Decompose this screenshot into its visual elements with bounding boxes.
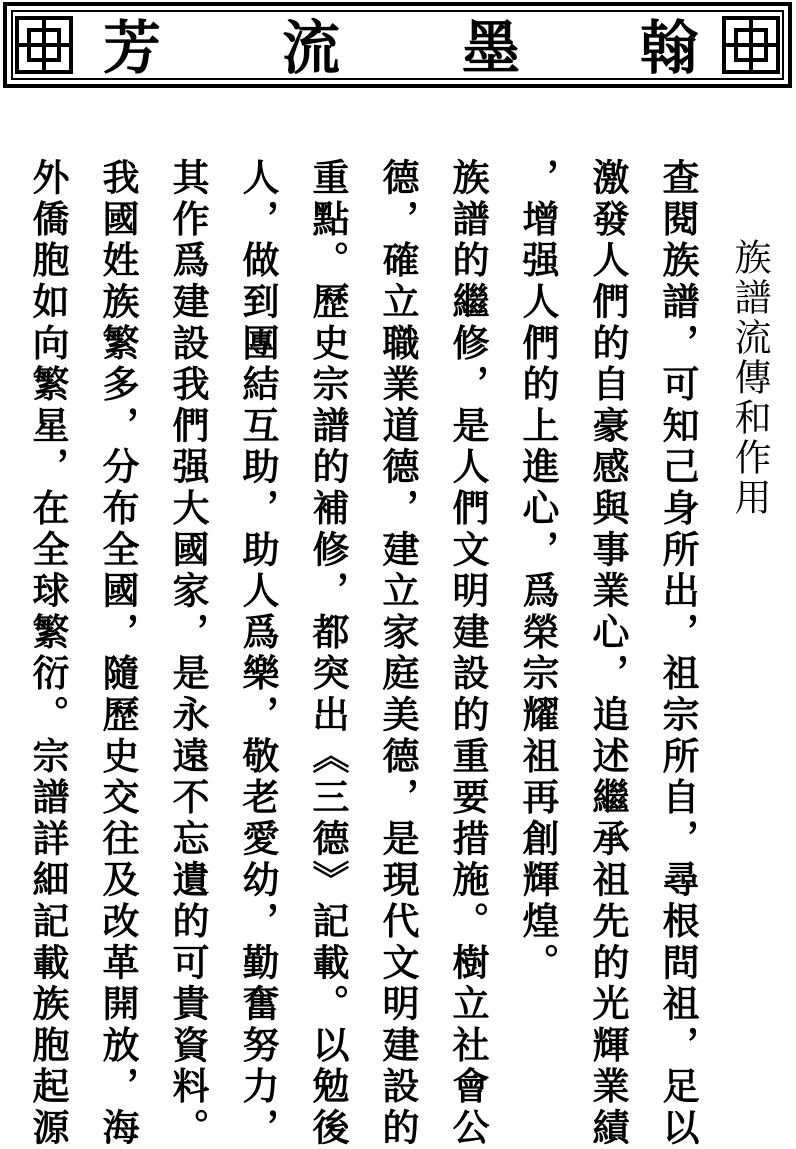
text-column-4: 族譜的繼修，是人們文明建設的重要措施。樹立社會公 [446, 158, 490, 1149]
article-heading: 族譜流傳和作用 [728, 238, 771, 518]
title-char-1: 芳 [102, 14, 161, 82]
fret-ornament-left-icon [13, 14, 75, 76]
text-column-5: 德，確立職業道德，建立家庭美德，是現代文明建設的 [376, 158, 420, 1149]
text-column-6: 重點。歷史宗譜的補修，都突出《三德》記載。以勉後 [306, 158, 350, 1149]
title-char-2: 流 [281, 14, 340, 82]
text-column-8: 其作爲建設我們强大國家，是永遠不忘遺的可貴資料。 [166, 158, 210, 1149]
text-column-1: 查閱族譜，可知己身所出，祖宗所自，尋根問祖，足以 [656, 158, 700, 1149]
text-column-9: 我國姓族繁多，分布全國，隨歷史交往及改革開放，海 [96, 158, 140, 1149]
title-char-4: 翰 [639, 14, 698, 82]
text-column-2: 激發人們的自豪感與事業心，追述繼承祖先的光輝業績 [586, 158, 630, 1149]
header-banner [3, 2, 792, 88]
text-column-7: 人，做到團結互助，助人爲樂，敬老愛幼，勤奮努力， [236, 158, 280, 1149]
text-column-3: ，增强人們的上進心，爲榮宗耀祖再創輝煌。 [516, 158, 560, 984]
text-column-10: 外僑胞如向繁星，在全球繁衍。宗譜詳細記載族胞起源 [26, 158, 70, 1149]
title-char-3: 墨 [461, 14, 520, 82]
fret-ornament-right-icon [720, 14, 782, 76]
